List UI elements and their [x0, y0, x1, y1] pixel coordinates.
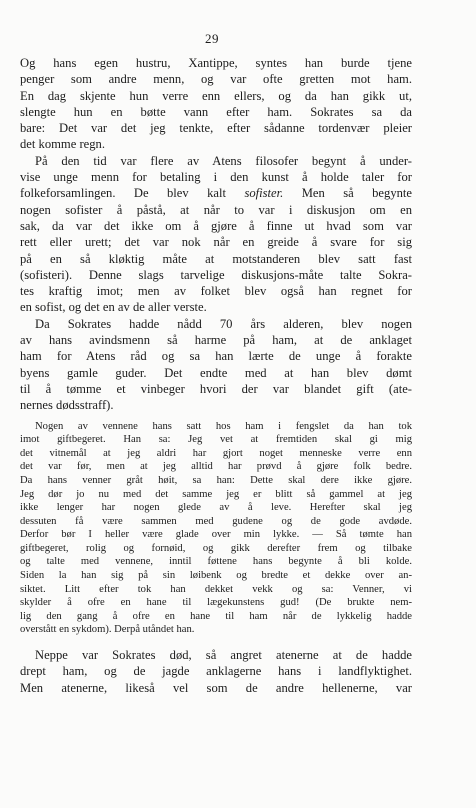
quote-line: Jeg dør jo nu med det samme jeg er blitt så gammel at jeg — [20, 488, 412, 500]
body-text — [20, 55, 412, 696]
text-line: nernes dødsstraff). — [20, 398, 114, 413]
quote-line: siktet. Litt efter tok han dekket vekk og sa: Venner, vi — [20, 583, 412, 595]
quote-line: skylder å ofre en hane til lægekunstens gud! (De brukte nem- — [20, 597, 412, 609]
text-line: drept ham, og de jagde anklagerne hans i landflyktighet. — [20, 664, 412, 679]
text-line: Da Sokrates hadde nådd 70 års alderen, blev nogen — [35, 316, 412, 331]
text-line: bare: Det var det jeg tenkte, efter sådanne tordenvær pleier — [20, 121, 412, 136]
text-line: En dag skjente hun verre enn ellers, og da han gikk ut, — [20, 88, 412, 103]
text-line: Og hans egen hustru, Xantippe, syntes han burde tjene — [20, 56, 412, 70]
text-line: på en så kløktig måte at motstanderen blev satt fast — [20, 251, 412, 266]
quote-line: Nogen av vennene hans satt hos ham i fengslet da han tok — [35, 420, 412, 432]
text-fragment: Men så begynte — [283, 186, 412, 201]
paragraph-trial — [20, 316, 412, 414]
text-line: byens gamle guder. Det endte med at han blev dømt — [20, 365, 412, 380]
text-line: nogen sofister å påstå, at når to var i diskusjon om en — [20, 202, 412, 217]
quote-line: det vitnemål at jeg aldri har gjort noget menneske verre enn — [20, 447, 412, 459]
text-line: det komme regn. — [20, 137, 105, 152]
text-line: til å tømme et vinbeger hvori der var blandet gift (ate- — [20, 381, 412, 396]
quote-line: ikke lenger har nogen glede av å leve. Herefter skal jeg — [20, 502, 412, 514]
text-line: slengte hun en bøtte vann efter ham. Sokrates sa da — [20, 104, 412, 119]
quote-line: lig den gang å ofre en hane til ham når de lykkelig hadde — [20, 610, 412, 622]
quote-line: overstått en sykdom). Derpå utåndet han. — [20, 624, 195, 636]
term-sofister: sofister. — [244, 186, 284, 201]
text-line: rett eller urett; det var nok når en greide å svare for sig — [20, 235, 412, 250]
text-line: På den tid var flere av Atens filosofer begynt å under- — [35, 153, 412, 168]
quote-line: dessuten få være sammen med gudene og de gode avdøde. — [20, 515, 412, 527]
quote-line: Siden la han sig på sin løibenk og bredte et dekke over an- — [20, 570, 412, 582]
text-line: ham for Atens råd og sa han lærte de unge å forakte — [20, 349, 412, 364]
quote-line: giftbegeret, rolig og fornøid, og gikk derefter frem og tilbake — [20, 542, 412, 554]
text-line: Men atenerne, likeså vel som de andre hellenerne, var — [20, 680, 412, 695]
text-line: en sofist, og det en av de aller verste. — [20, 300, 207, 315]
paragraph-regret — [20, 647, 412, 696]
text-line: sak, da var det ikke om å gjøre å finne ut hvad som var — [20, 218, 412, 233]
paragraph-sofister — [20, 153, 412, 316]
quote-line: imot giftbegeret. Han sa: Jeg vet at fremtiden skal gi mig — [20, 434, 412, 446]
paragraph-xantippe — [20, 55, 412, 153]
text-line: Neppe var Sokrates død, så angret atenerne at de hadde — [35, 648, 412, 663]
quote-line: og talte med vennene, inntil føttene hans begynte å bli kolde. — [20, 556, 412, 568]
quote-line: Da hans venner gråt høit, sa han: Dette skal dere ikke gjøre. — [20, 474, 412, 486]
page-number: 29 — [205, 31, 219, 46]
text-line: tes kraftig imot; men av folket blev også han regnet for — [20, 284, 412, 299]
text-line: (sofisteri). Denne slags tarvelige diskusjons-måte talte Sokra- — [20, 267, 412, 282]
text-line: av hans avindsmenn så harme på ham, at de anklaget — [20, 333, 412, 348]
text-line-with-term — [20, 185, 412, 201]
quote-line: Derfor bør I heller være glade over min lykke. — Så tømte han — [20, 529, 412, 541]
quote-line: det var før, men at jeg alltid har prøvd å gjøre folk bedre. — [20, 461, 412, 473]
text-line: penger som andre menn, og var ofte gretten mot ham. — [20, 72, 412, 87]
text-line: vise unge menn for betaling i den kunst å holde taler for — [20, 170, 412, 185]
quote-death — [20, 420, 412, 638]
text-fragment: folkeforsamlingen. De blev kalt — [20, 186, 245, 201]
